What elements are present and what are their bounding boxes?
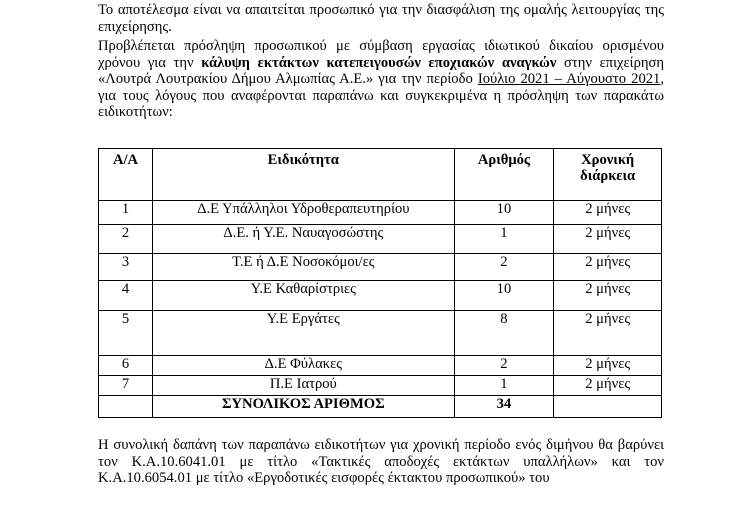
p2-period-underlined: Ιούλιο 2021 – Αύγουστο 2021 bbox=[477, 71, 661, 87]
row-count: 2 bbox=[454, 254, 554, 281]
header-count: Αριθμός bbox=[454, 149, 554, 201]
header-specialty: Ειδικότητα bbox=[153, 149, 455, 201]
row-aa: 7 bbox=[99, 376, 153, 396]
intro-paragraph-2 bbox=[98, 38, 664, 121]
table-row bbox=[99, 376, 662, 396]
row-count: 10 bbox=[454, 201, 554, 225]
row-count: 8 bbox=[454, 311, 554, 356]
table-header-row bbox=[99, 149, 662, 201]
row-count: 1 bbox=[454, 225, 554, 254]
row-specialty: Υ.Ε Καθαρίστριες bbox=[153, 281, 455, 311]
row-aa: 5 bbox=[99, 311, 153, 356]
table-row bbox=[99, 201, 662, 225]
table-total-row bbox=[99, 396, 662, 418]
row-duration: 2 μήνες bbox=[554, 311, 662, 356]
row-aa: 2 bbox=[99, 225, 153, 254]
row-specialty: Δ.Ε. ή Υ.Ε. Ναυαγοσώστης bbox=[153, 225, 455, 254]
row-duration: 2 μήνες bbox=[554, 376, 662, 396]
row-count: 2 bbox=[454, 356, 554, 376]
total-value: 34 bbox=[454, 396, 554, 418]
table-row bbox=[99, 281, 662, 311]
row-specialty: Δ.Ε Φύλακες bbox=[153, 356, 455, 376]
row-duration: 2 μήνες bbox=[554, 201, 662, 225]
p2-text-b: στην επιχείρηση «Λουτρά Λουτρακίου Δήμου Αλμωπίας Α.Ε.» για την περίοδο bbox=[98, 54, 664, 87]
row-count: 10 bbox=[454, 281, 554, 311]
row-duration: 2 μήνες bbox=[554, 225, 662, 254]
row-aa: 3 bbox=[99, 254, 153, 281]
p2-bold-text: κάλυψη εκτάκτων κατεπειγουσών εποχιακών αναγκών bbox=[201, 54, 557, 71]
row-specialty: Δ.Ε Υπάλληλοι Υδροθεραπευτηρίου bbox=[153, 201, 455, 225]
row-count: 1 bbox=[454, 376, 554, 396]
intro-paragraph-1: Το αποτέλεσμα είναι να απαιτείται προσωπικό για την διασφάλιση της ομαλής λειτουργίας της επιχείρησης. bbox=[98, 2, 664, 35]
p2-text-a: Προβλέπεται πρόσληψη προσωπικού με σύμβαση εργασίας ιδιωτικού δικαίου ορισμένου χρόνου για την bbox=[98, 38, 664, 71]
total-empty-cell bbox=[554, 396, 662, 418]
table-row bbox=[99, 254, 662, 281]
row-duration: 2 μήνες bbox=[554, 254, 662, 281]
row-aa: 4 bbox=[99, 281, 153, 311]
header-aa: Α/Α bbox=[99, 149, 153, 201]
row-aa: 6 bbox=[99, 356, 153, 376]
total-empty-cell bbox=[99, 396, 153, 418]
row-specialty: Τ.Ε ή Δ.Ε Νοσοκόμοι/ες bbox=[153, 254, 455, 281]
row-specialty: Π.Ε Ιατρού bbox=[153, 376, 455, 396]
table-row bbox=[99, 311, 662, 356]
outro-paragraph: Η συνολική δαπάνη των παραπάνω ειδικοτήτων για χρονική περίοδο ενός διμήνου θα βαρύνει τον Κ.Α.10.6041.01 με τίτλο «Τακτικές αποδοχές εκτάκτων υπαλλήλων» και τον Κ.Α.10.6054.01 με τίτλο «Εργοδοτικές εισφορές έκτακτου προσωπικού» του bbox=[98, 437, 664, 486]
table-row bbox=[99, 356, 662, 376]
total-label: ΣΥΝΟΛΙΚΟΣ ΑΡΙΘΜΟΣ bbox=[153, 396, 455, 418]
staff-table bbox=[98, 148, 662, 418]
row-duration: 2 μήνες bbox=[554, 281, 662, 311]
row-duration: 2 μήνες bbox=[554, 356, 662, 376]
table-row bbox=[99, 225, 662, 254]
p2-text-c: , για τους λόγους που αναφέρονται παραπάνω και συγκεκριμένα η πρόσληψη των παρακάτω ειδικοτήτων: bbox=[98, 71, 665, 120]
header-duration: Χρονική διάρκεια bbox=[554, 149, 662, 201]
row-aa: 1 bbox=[99, 201, 153, 225]
row-specialty: Υ.Ε Εργάτες bbox=[153, 311, 455, 356]
